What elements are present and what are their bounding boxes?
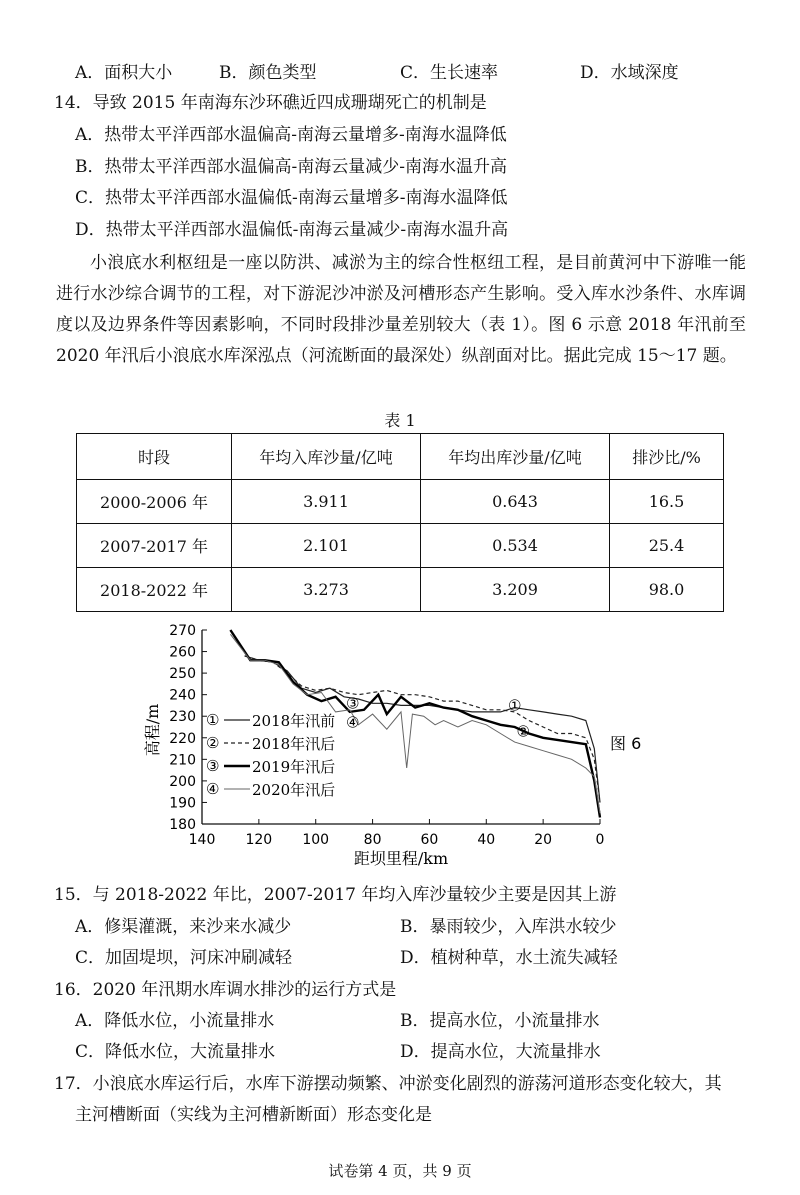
q17-stem: 17．小浪底水库运行后，水库下游摆动频繁、冲淤变化剧烈的游荡河道形态变化较大，其 — [54, 1074, 722, 1094]
passage: 小浪底水利枢纽是一座以防洪、减淤为主的综合性枢纽工程，是目前黄河中下游唯一能进行水沙综合调节的工程，对下游泥沙冲淤及河槽形态产生影响。受入库水沙条件、水库调度以及边界条件等因素影响，不同时段排沙量差别较大（表 1）。图 6 示意 2018 年汛前至 2020 年汛后小浪底水库深泓点（河流断面的最深处）纵剖面对比。据此完成 15～17 题。 — [56, 253, 746, 366]
table-cell: 98.0 — [610, 568, 724, 612]
series-callout-2: ② — [516, 722, 530, 741]
x-tick-label: 0 — [595, 832, 605, 848]
page-footer: 试卷第 4 页，共 9 页 — [328, 1162, 472, 1180]
q14-option-c[interactable]: C．热带太平洋西部水温偏低-南海云量增多-南海水温降低 — [75, 188, 508, 208]
y-tick-label: 260 — [169, 644, 196, 661]
y-tick-label: 240 — [169, 687, 196, 704]
table-row — [77, 480, 724, 524]
q14-option-d[interactable]: D．热带太平洋西部水温偏低-南海云量减少-南海水温升高 — [75, 220, 509, 240]
y-tick-label: 220 — [169, 730, 196, 747]
table-row — [77, 568, 724, 612]
table-cell: 2018-2022 年 — [77, 568, 232, 612]
table-cell: 2007-2017 年 — [77, 524, 232, 568]
q16-option-a[interactable]: A．降低水位，小流量排水 — [75, 1011, 275, 1031]
q14-option-a[interactable]: A．热带太平洋西部水温偏高-南海云量增多-南海水温降低 — [75, 125, 507, 145]
q15-stem: 15．与 2018-2022 年比，2007-2017 年均入库沙量较少主要是因其上游 — [54, 885, 617, 905]
q15-option-b[interactable]: B．暴雨较少，入库洪水较少 — [400, 917, 617, 937]
series-callout-1: ① — [507, 696, 522, 715]
y-tick-label: 210 — [169, 752, 196, 769]
table-cell: 3.209 — [421, 568, 610, 612]
q15-option-c[interactable]: C．加固堤坝，河床冲刷减轻 — [75, 948, 293, 968]
q16-option-b[interactable]: B．提高水位，小流量排水 — [400, 1011, 600, 1031]
q13-option-a[interactable]: A．面积大小 — [75, 63, 173, 83]
table-header-row — [77, 434, 724, 480]
elevation-profile-chart — [130, 618, 690, 872]
q13-option-b[interactable]: B．颜色类型 — [219, 63, 317, 83]
sediment-table — [76, 433, 724, 612]
table-cell: 3.273 — [232, 568, 421, 612]
legend-label: 2018年汛后 — [252, 735, 336, 753]
table-header: 时段 — [77, 434, 232, 480]
q14-stem: 14．导致 2015 年南海东沙环礁近四成珊瑚死亡的机制是 — [54, 93, 487, 113]
q15-option-d[interactable]: D．植树种草，水土流失减轻 — [400, 948, 618, 968]
x-tick-label: 140 — [188, 832, 216, 848]
series-callout-4: ④ — [345, 713, 360, 732]
table-cell: 3.911 — [232, 480, 421, 524]
legend-marker: ① — [206, 711, 220, 729]
legend-label: 2018年汛前 — [252, 712, 336, 730]
chart-ylabel: 高程/m — [143, 703, 162, 757]
y-tick-label: 200 — [169, 773, 196, 790]
q13-option-c[interactable]: C．生长速率 — [400, 63, 499, 83]
chart-title: 图 6 — [610, 734, 642, 753]
table-cell: 0.643 — [421, 480, 610, 524]
y-tick-label: 230 — [169, 709, 196, 726]
table-header: 年均出库沙量/亿吨 — [421, 434, 610, 480]
table-cell: 2.101 — [232, 524, 421, 568]
x-tick-label: 60 — [420, 832, 439, 848]
q17-stem-cont: 主河槽断面（实线为主河槽新断面）形态变化是 — [75, 1105, 432, 1125]
x-tick-label: 80 — [363, 832, 382, 848]
table-cell: 25.4 — [610, 524, 724, 568]
x-tick-label: 100 — [302, 832, 330, 848]
series-callout-3: ③ — [345, 694, 360, 713]
legend-marker: ② — [206, 734, 220, 752]
y-tick-label: 180 — [169, 817, 196, 833]
q16-option-d[interactable]: D．提高水位，大流量排水 — [400, 1042, 601, 1062]
x-tick-label: 120 — [245, 832, 273, 848]
y-tick-label: 270 — [169, 623, 196, 639]
legend-label: 2020年汛后 — [252, 781, 336, 799]
legend-label: 2019年汛后 — [252, 758, 336, 776]
q15-option-a[interactable]: A．修渠灌溉，来沙来水减少 — [75, 917, 292, 937]
q13-option-d[interactable]: D．水域深度 — [580, 63, 679, 83]
chart-xlabel: 距坝里程/km — [353, 849, 449, 868]
y-tick-label: 190 — [169, 795, 196, 812]
legend-marker: ④ — [206, 780, 220, 798]
y-tick-label: 250 — [169, 666, 196, 683]
table-cell: 0.534 — [421, 524, 610, 568]
x-tick-label: 40 — [477, 832, 496, 848]
table-cell: 16.5 — [610, 480, 724, 524]
table-header: 排沙比/% — [610, 434, 724, 480]
table-row — [77, 524, 724, 568]
x-tick-label: 20 — [534, 832, 553, 848]
table-cell: 2000-2006 年 — [77, 480, 232, 524]
q16-option-c[interactable]: C．降低水位，大流量排水 — [75, 1042, 276, 1062]
legend-marker: ③ — [206, 757, 220, 775]
table-header: 年均入库沙量/亿吨 — [232, 434, 421, 480]
q16-stem: 16．2020 年汛期水库调水排沙的运行方式是 — [54, 980, 397, 1000]
q14-option-b[interactable]: B．热带太平洋西部水温偏高-南海云量减少-南海水温升高 — [75, 157, 507, 177]
table-caption: 表 1 — [384, 411, 416, 430]
